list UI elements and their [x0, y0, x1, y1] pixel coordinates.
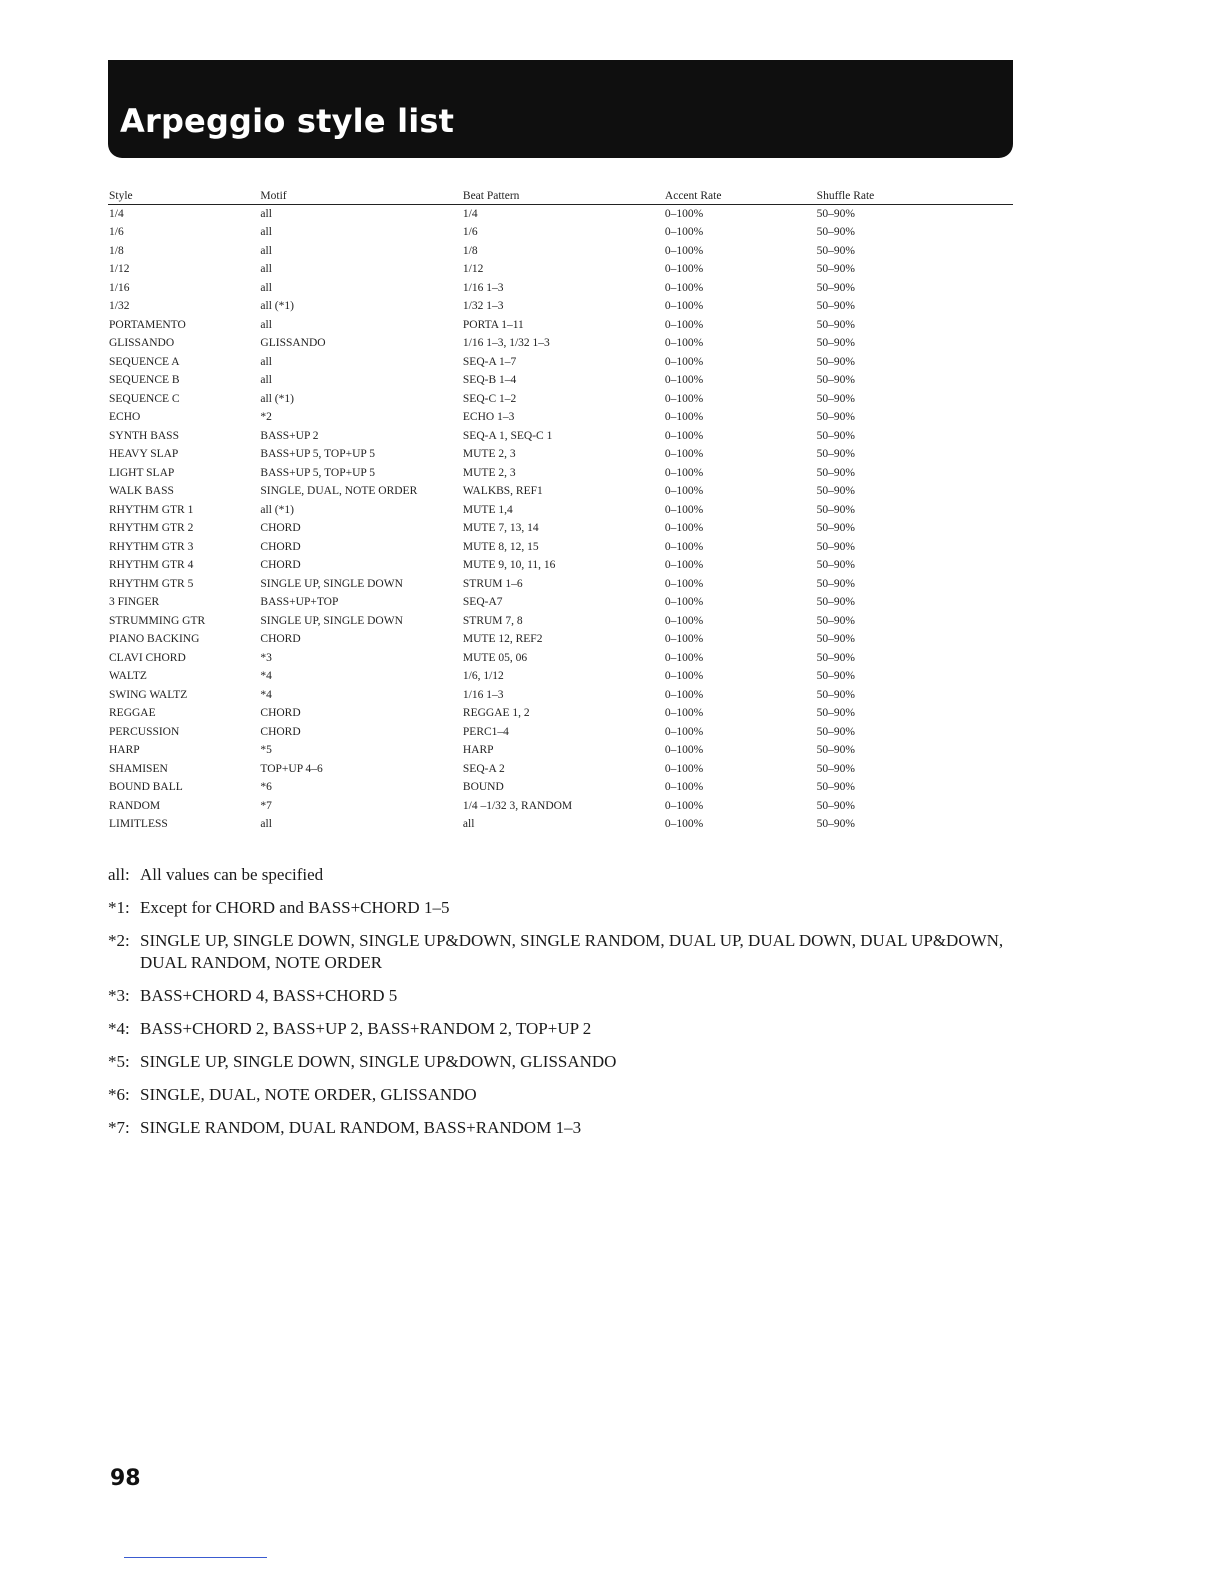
- cell-accent-rate: 0–100%: [664, 429, 704, 442]
- cell-motif: *5: [260, 744, 272, 756]
- cell-shuffle-rate: 50–90%: [816, 318, 856, 331]
- table-row: [108, 797, 1013, 816]
- cell-style: HEAVY SLAP: [109, 448, 179, 460]
- cell-accent-rate: 0–100%: [664, 596, 704, 608]
- cell-accent-rate: 0–100%: [664, 355, 704, 368]
- cell-accent-rate: 0–100%: [664, 614, 704, 627]
- table-row: [108, 816, 1013, 835]
- cell-shuffle-rate: 50–90%: [816, 633, 856, 645]
- cell-beat-pattern: MUTE 7, 13, 14: [462, 522, 539, 534]
- footnote-key: *7:: [108, 1118, 130, 1137]
- cell-style: SEQUENCE B: [109, 374, 180, 386]
- cell-shuffle-rate: 50–90%: [816, 614, 856, 627]
- cell-beat-pattern: 1/4 –1/32 3, RANDOM: [462, 799, 573, 812]
- cell-shuffle-rate: 50–90%: [816, 688, 856, 701]
- cell-motif: *2: [260, 411, 272, 423]
- table-row: [108, 668, 1013, 687]
- footnote-text: All values can be specified: [140, 865, 324, 884]
- cell-beat-pattern: REGGAE 1, 2: [462, 707, 530, 719]
- arpeggio-style-table: [108, 186, 1013, 834]
- cell-shuffle-rate: 50–90%: [816, 392, 856, 405]
- cell-style: RHYTHM GTR 3: [109, 540, 194, 553]
- cell-style: RHYTHM GTR 4: [109, 559, 194, 571]
- cell-accent-rate: 0–100%: [664, 651, 704, 664]
- table-row: [108, 335, 1013, 354]
- cell-motif: all: [260, 226, 272, 238]
- cell-beat-pattern: STRUM 1–6: [462, 577, 523, 590]
- footnote-text: Except for CHORD and BASS+CHORD 1–5: [140, 898, 450, 917]
- cell-style: RANDOM: [109, 799, 161, 812]
- cell-motif: all: [260, 263, 272, 275]
- cell-beat-pattern: PERC1–4: [462, 725, 509, 738]
- bottom-rule: [124, 1557, 267, 1558]
- cell-shuffle-rate: 50–90%: [816, 651, 856, 664]
- cell-style: BOUND BALL: [109, 781, 183, 793]
- cell-shuffle-rate: 50–90%: [816, 429, 856, 442]
- cell-beat-pattern: 1/12: [462, 263, 484, 275]
- cell-motif: GLISSANDO: [260, 337, 326, 349]
- footnote: [108, 1051, 1018, 1073]
- cell-accent-rate: 0–100%: [664, 374, 704, 386]
- cell-shuffle-rate: 50–90%: [816, 577, 856, 590]
- cell-beat-pattern: 1/4: [462, 207, 478, 220]
- table-row: [108, 612, 1013, 631]
- cell-beat-pattern: MUTE 9, 10, 11, 16: [462, 559, 556, 571]
- cell-style: SWING WALTZ: [109, 688, 188, 701]
- cell-shuffle-rate: 50–90%: [816, 226, 856, 238]
- table-row: [108, 742, 1013, 761]
- cell-style: 1/12: [109, 263, 130, 275]
- footnote-key: *2:: [108, 931, 130, 950]
- table-row: [108, 242, 1013, 261]
- table-row: [108, 760, 1013, 779]
- cell-beat-pattern: MUTE 12, REF2: [462, 633, 543, 645]
- table-row: [108, 538, 1013, 557]
- cell-style: GLISSANDO: [109, 337, 175, 349]
- cell-accent-rate: 0–100%: [664, 670, 704, 682]
- footnote-text: SINGLE, DUAL, NOTE ORDER, GLISSANDO: [140, 1085, 477, 1104]
- cell-beat-pattern: MUTE 1,4: [462, 503, 513, 516]
- cell-style: 3 FINGER: [109, 596, 160, 608]
- cell-shuffle-rate: 50–90%: [816, 374, 856, 386]
- cell-beat-pattern: SEQ-C 1–2: [462, 392, 517, 405]
- table-row: [108, 446, 1013, 465]
- cell-shuffle-rate: 50–90%: [816, 559, 856, 571]
- cell-beat-pattern: all: [462, 818, 475, 830]
- cell-motif: CHORD: [260, 725, 301, 738]
- cell-motif: CHORD: [260, 522, 301, 534]
- cell-beat-pattern: SEQ-A 2: [462, 762, 505, 775]
- cell-beat-pattern: SEQ-A 1–7: [462, 355, 517, 368]
- cell-accent-rate: 0–100%: [664, 318, 704, 331]
- cell-style: PORTAMENTO: [109, 318, 186, 331]
- cell-shuffle-rate: 50–90%: [816, 503, 856, 516]
- cell-shuffle-rate: 50–90%: [816, 263, 856, 275]
- cell-motif: all: [260, 318, 272, 331]
- cell-style: WALTZ: [109, 670, 147, 682]
- cell-accent-rate: 0–100%: [664, 522, 704, 534]
- footnote-text: BASS+CHORD 2, BASS+UP 2, BASS+RANDOM 2, TOP+UP 2: [140, 1019, 592, 1038]
- cell-beat-pattern: HARP: [462, 744, 494, 756]
- cell-motif: *3: [260, 651, 272, 664]
- table-row: [108, 353, 1013, 372]
- cell-accent-rate: 0–100%: [664, 263, 704, 275]
- cell-motif: SINGLE, DUAL, NOTE ORDER: [260, 485, 418, 497]
- table-row: [108, 427, 1013, 446]
- cell-motif: CHORD: [260, 633, 301, 645]
- cell-style: PERCUSSION: [109, 725, 180, 738]
- footnote: [108, 864, 1018, 886]
- cell-motif: BASS+UP 5, TOP+UP 5: [260, 466, 376, 479]
- cell-motif: all: [260, 281, 272, 294]
- cell-style: SEQUENCE A: [109, 355, 180, 368]
- footnote-key: *3:: [108, 986, 130, 1005]
- cell-shuffle-rate: 50–90%: [816, 522, 856, 534]
- header-motif: Motif: [259, 186, 462, 205]
- cell-shuffle-rate: 50–90%: [816, 466, 856, 479]
- cell-accent-rate: 0–100%: [664, 540, 704, 553]
- cell-accent-rate: 0–100%: [664, 411, 704, 423]
- cell-shuffle-rate: 50–90%: [816, 355, 856, 368]
- table-row: [108, 723, 1013, 742]
- cell-motif: all (*1): [260, 392, 294, 405]
- cell-style: SHAMISEN: [109, 762, 168, 775]
- cell-beat-pattern: 1/8: [462, 244, 478, 257]
- cell-style: HARP: [109, 744, 140, 756]
- cell-shuffle-rate: 50–90%: [816, 818, 856, 830]
- table-body: [108, 205, 1013, 835]
- cell-accent-rate: 0–100%: [664, 781, 704, 793]
- cell-style: 1/8: [109, 244, 124, 257]
- page-number: 98: [110, 1466, 141, 1491]
- header-shuffle-rate: Shuffle Rate: [816, 186, 1013, 205]
- table-row: [108, 279, 1013, 298]
- cell-accent-rate: 0–100%: [664, 466, 704, 479]
- cell-shuffle-rate: 50–90%: [816, 207, 856, 220]
- cell-beat-pattern: MUTE 2, 3: [462, 448, 516, 460]
- table-row: [108, 631, 1013, 650]
- cell-shuffle-rate: 50–90%: [816, 244, 856, 257]
- cell-style: REGGAE: [109, 707, 156, 719]
- table-row: [108, 649, 1013, 668]
- cell-motif: CHORD: [260, 540, 301, 553]
- cell-style: 1/32: [109, 300, 130, 312]
- cell-accent-rate: 0–100%: [664, 226, 704, 238]
- cell-style: SYNTH BASS: [109, 429, 179, 442]
- cell-shuffle-rate: 50–90%: [816, 337, 856, 349]
- table-row: [108, 483, 1013, 502]
- cell-accent-rate: 0–100%: [664, 207, 704, 220]
- cell-shuffle-rate: 50–90%: [816, 781, 856, 793]
- cell-style: RHYTHM GTR 2: [109, 522, 194, 534]
- cell-accent-rate: 0–100%: [664, 577, 704, 590]
- cell-style: LIGHT SLAP: [109, 466, 175, 479]
- footnote-key: *1:: [108, 898, 130, 917]
- cell-beat-pattern: WALKBS, REF1: [462, 485, 543, 497]
- footnote-text: SINGLE UP, SINGLE DOWN, SINGLE UP&DOWN, SINGLE RANDOM, DUAL UP, DUAL DOWN, DUAL UP&DOWN, DUAL RANDOM, NOTE ORDER: [140, 931, 1004, 972]
- cell-motif: all (*1): [260, 300, 294, 312]
- header-beat-pattern: Beat Pattern: [462, 186, 664, 205]
- table-row: [108, 224, 1013, 243]
- cell-accent-rate: 0–100%: [664, 281, 704, 294]
- cell-shuffle-rate: 50–90%: [816, 762, 856, 775]
- cell-beat-pattern: 1/16 1–3: [462, 688, 504, 701]
- cell-motif: all (*1): [260, 503, 294, 516]
- cell-shuffle-rate: 50–90%: [816, 281, 856, 294]
- cell-shuffle-rate: 50–90%: [816, 799, 856, 812]
- cell-motif: BASS+UP+TOP: [260, 596, 339, 608]
- cell-beat-pattern: MUTE 2, 3: [462, 466, 516, 479]
- cell-beat-pattern: 1/6: [462, 226, 478, 238]
- footnote: [108, 985, 1018, 1007]
- footnote: [108, 1117, 1018, 1139]
- cell-style: 1/6: [109, 226, 124, 238]
- cell-shuffle-rate: 50–90%: [816, 670, 856, 682]
- footnote-text: SINGLE RANDOM, DUAL RANDOM, BASS+RANDOM 1–3: [140, 1118, 582, 1137]
- table-row: [108, 557, 1013, 576]
- footnotes: [108, 864, 1018, 1150]
- cell-motif: all: [260, 244, 272, 257]
- cell-style: PIANO BACKING: [109, 633, 200, 645]
- cell-style: CLAVI CHORD: [109, 651, 186, 664]
- cell-motif: all: [260, 818, 272, 830]
- header-style: Style: [108, 186, 259, 205]
- footnote: [108, 897, 1018, 919]
- cell-accent-rate: 0–100%: [664, 799, 704, 812]
- cell-accent-rate: 0–100%: [664, 300, 704, 312]
- cell-beat-pattern: MUTE 8, 12, 15: [462, 540, 539, 553]
- cell-motif: all: [260, 355, 272, 368]
- cell-accent-rate: 0–100%: [664, 762, 704, 775]
- table-row: [108, 390, 1013, 409]
- cell-motif: BASS+UP 2: [260, 429, 319, 442]
- cell-beat-pattern: MUTE 05, 06: [462, 651, 528, 664]
- cell-beat-pattern: 1/16 1–3, 1/32 1–3: [462, 337, 550, 349]
- table-row: [108, 316, 1013, 335]
- footnote-key: *4:: [108, 1019, 130, 1038]
- cell-shuffle-rate: 50–90%: [816, 448, 856, 460]
- cell-style: RHYTHM GTR 1: [109, 503, 194, 516]
- table-row: [108, 705, 1013, 724]
- cell-style: WALK BASS: [109, 485, 174, 497]
- cell-beat-pattern: ECHO 1–3: [462, 411, 515, 423]
- table-header-row: [108, 186, 1013, 205]
- cell-motif: SINGLE UP, SINGLE DOWN: [260, 577, 403, 590]
- header-accent-rate: Accent Rate: [664, 186, 816, 205]
- cell-shuffle-rate: 50–90%: [816, 596, 856, 608]
- cell-beat-pattern: PORTA 1–11: [462, 318, 524, 331]
- cell-shuffle-rate: 50–90%: [816, 725, 856, 738]
- cell-beat-pattern: SEQ-A7: [462, 596, 503, 608]
- table-row: [108, 594, 1013, 613]
- cell-accent-rate: 0–100%: [664, 818, 704, 830]
- cell-shuffle-rate: 50–90%: [816, 411, 856, 423]
- cell-beat-pattern: 1/32 1–3: [462, 300, 504, 312]
- cell-motif: all: [260, 207, 272, 220]
- cell-style: SEQUENCE C: [109, 392, 180, 405]
- cell-motif: all: [260, 374, 272, 386]
- cell-motif: *6: [260, 781, 272, 793]
- cell-beat-pattern: STRUM 7, 8: [462, 614, 523, 627]
- page-title: Arpeggio style list: [120, 102, 455, 140]
- cell-beat-pattern: 1/6, 1/12: [462, 670, 504, 682]
- table-row: [108, 205, 1013, 224]
- cell-motif: CHORD: [260, 559, 301, 571]
- table-row: [108, 261, 1013, 280]
- cell-shuffle-rate: 50–90%: [816, 300, 856, 312]
- cell-shuffle-rate: 50–90%: [816, 707, 856, 719]
- table-row: [108, 779, 1013, 798]
- cell-beat-pattern: SEQ-B 1–4: [462, 374, 517, 386]
- cell-accent-rate: 0–100%: [664, 688, 704, 701]
- cell-accent-rate: 0–100%: [664, 485, 704, 497]
- cell-beat-pattern: SEQ-A 1, SEQ-C 1: [462, 429, 553, 442]
- footnote-key: *6:: [108, 1085, 130, 1104]
- table-row: [108, 686, 1013, 705]
- table-row: [108, 372, 1013, 391]
- footnote-text: BASS+CHORD 4, BASS+CHORD 5: [140, 986, 398, 1005]
- footnote: [108, 1084, 1018, 1106]
- table-row: [108, 501, 1013, 520]
- cell-accent-rate: 0–100%: [664, 559, 704, 571]
- table-row: [108, 298, 1013, 317]
- cell-style: 1/4: [109, 207, 124, 220]
- footnote-text: SINGLE UP, SINGLE DOWN, SINGLE UP&DOWN, GLISSANDO: [140, 1052, 617, 1071]
- cell-shuffle-rate: 50–90%: [816, 485, 856, 497]
- cell-accent-rate: 0–100%: [664, 633, 704, 645]
- cell-style: STRUMMING GTR: [109, 614, 206, 627]
- table-row: [108, 464, 1013, 483]
- cell-accent-rate: 0–100%: [664, 337, 704, 349]
- cell-accent-rate: 0–100%: [664, 392, 704, 405]
- title-banner: [108, 60, 1013, 158]
- cell-motif: *4: [260, 670, 272, 682]
- cell-style: 1/16: [109, 281, 130, 294]
- cell-accent-rate: 0–100%: [664, 244, 704, 257]
- cell-beat-pattern: 1/16 1–3: [462, 281, 504, 294]
- footnote: [108, 930, 1018, 974]
- cell-accent-rate: 0–100%: [664, 707, 704, 719]
- table-row: [108, 409, 1013, 428]
- table-row: [108, 575, 1013, 594]
- cell-accent-rate: 0–100%: [664, 448, 704, 460]
- cell-motif: SINGLE UP, SINGLE DOWN: [260, 614, 403, 627]
- cell-motif: BASS+UP 5, TOP+UP 5: [260, 448, 376, 460]
- cell-beat-pattern: BOUND: [462, 781, 504, 793]
- cell-style: LIMITLESS: [109, 818, 168, 830]
- cell-motif: *7: [260, 799, 272, 812]
- cell-accent-rate: 0–100%: [664, 725, 704, 738]
- cell-style: RHYTHM GTR 5: [109, 577, 194, 590]
- footnote-key: all:: [108, 865, 130, 884]
- cell-motif: *4: [260, 688, 272, 701]
- cell-motif: TOP+UP 4–6: [260, 762, 323, 775]
- cell-shuffle-rate: 50–90%: [816, 744, 856, 756]
- footnote: [108, 1018, 1018, 1040]
- cell-motif: CHORD: [260, 707, 301, 719]
- cell-style: ECHO: [109, 411, 141, 423]
- table-row: [108, 520, 1013, 539]
- cell-accent-rate: 0–100%: [664, 503, 704, 516]
- cell-accent-rate: 0–100%: [664, 744, 704, 756]
- footnote-key: *5:: [108, 1052, 130, 1071]
- cell-shuffle-rate: 50–90%: [816, 540, 856, 553]
